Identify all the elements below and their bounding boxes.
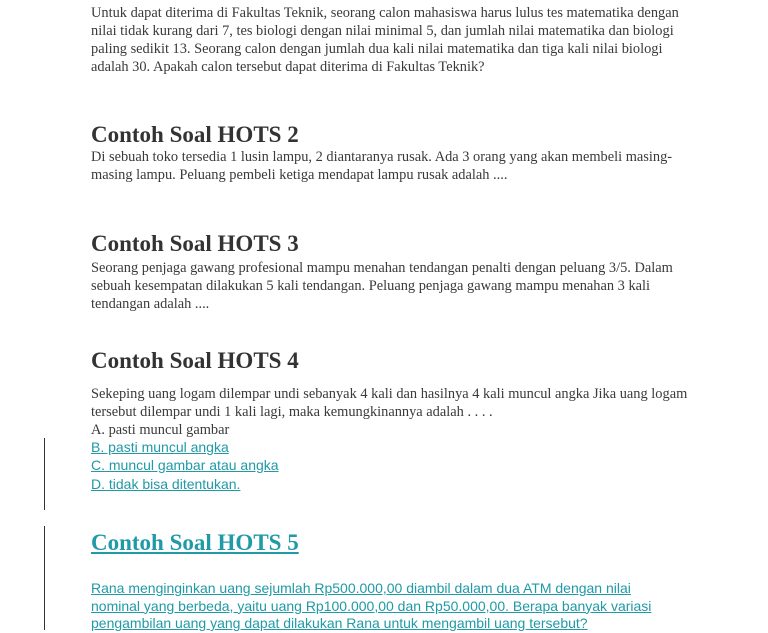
option-a: A. pasti muncul gambar bbox=[91, 422, 230, 438]
option-c-link[interactable]: C. muncul gambar atau angka bbox=[91, 457, 279, 473]
option-b-link[interactable]: B. pasti muncul angka bbox=[91, 439, 229, 455]
paragraph-hots-5-link[interactable]: Rana menginginkan uang sejumlah Rp500.000,00 diambil dalam dua ATM dengan nilai nominal yang berbeda, yaitu uang Rp100.000,00 dan Rp50.000,00. Berapa banyak variasi pengambilan uang yang dapat dilakukan Rana untuk mengambil uang tersebut? bbox=[91, 580, 652, 631]
paragraph-hots-3: Seorang penjaga gawang profesional mampu menahan tendangan penalti dengan peluang 3/5. Dalam sebuah kesempatan dilakukan 5 kali tendangan. Peluang penjaga gawang mampu menahan 3 kali tendangan adalah .... bbox=[91, 260, 673, 312]
intro-paragraph: Untuk dapat diterima di Fakultas Teknik, seorang calon mahasiswa harus lulus tes matematika dengan nilai tidak kurang dari 7, tes biologi dengan nilai minimal 5, dan jumlah nilai matematika dan biologi paling sedikit 13. Seorang calon dengan jumlah dua kali nilai matematika dan tiga kali nilai biologi adalah 30. Apakah calon tersebut dapat diterima di Fakultas Teknik? bbox=[91, 5, 679, 75]
paragraph-hots-2: Di sebuah toko tersedia 1 lusin lampu, 2 diantaranya rusak. Ada 3 orang yang akan membeli masing-masing lampu. Peluang pembeli ketiga mendapat lampu rusak adalah .... bbox=[91, 149, 673, 183]
paragraph-hots-4: Sekeping uang logam dilempar undi sebanyak 4 kali dan hasilnya 4 kali muncul angka Jika uang logam tersebut dilempar undi 1 kali lagi, maka kemungkinannya adalah . . . . bbox=[91, 386, 688, 420]
heading-hots-2: Contoh Soal HOTS 2 bbox=[91, 122, 299, 147]
heading-hots-5-link[interactable]: Contoh Soal HOTS 5 bbox=[91, 530, 299, 555]
heading-hots-3: Contoh Soal HOTS 3 bbox=[91, 231, 299, 256]
heading-hots-4: Contoh Soal HOTS 4 bbox=[91, 348, 299, 373]
vertical-rule bbox=[44, 438, 45, 510]
option-d-link[interactable]: D. tidak bisa ditentukan. bbox=[91, 476, 241, 492]
vertical-rule bbox=[44, 526, 45, 630]
